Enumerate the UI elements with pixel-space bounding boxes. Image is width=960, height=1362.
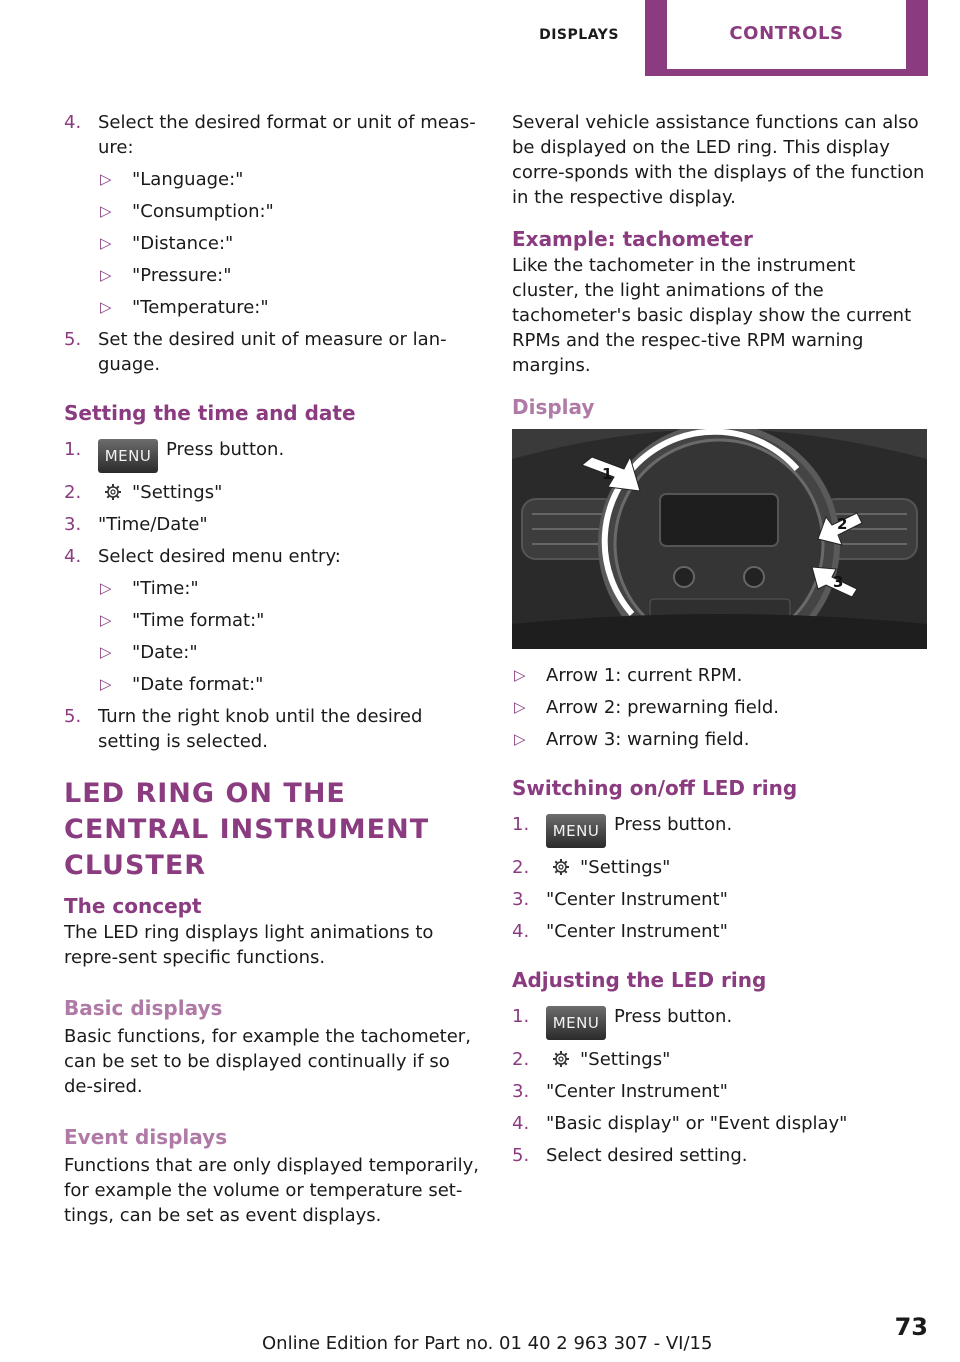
- list-item: [98, 576, 479, 601]
- callout-3: 3: [833, 573, 844, 591]
- instrument-cluster-illustration: [512, 429, 927, 649]
- step-text: Select the desired format or unit of meas‐ure:: [98, 112, 476, 158]
- intro-text: Several vehicle assistance functions can also be displayed on the LED ring. This display corre‐sponds with the displays of the function in the respective display.: [512, 112, 925, 208]
- triangle-right-icon: ▷: [514, 698, 526, 716]
- tab-controls[interactable]: [645, 0, 928, 76]
- list-item: [512, 1047, 927, 1072]
- triangle-right-icon: ▷: [100, 234, 112, 252]
- time-steps: [64, 437, 479, 754]
- gear-icon: [548, 1047, 574, 1072]
- sub-item-text: "Date:": [132, 642, 198, 663]
- sub-item-text: "Consumption:": [132, 201, 274, 222]
- step-number: 1.: [512, 1006, 530, 1027]
- sub-item-text: "Pressure:": [132, 265, 232, 286]
- step-number: 2.: [512, 857, 530, 878]
- tachometer-figure: [512, 429, 927, 649]
- sub-item-text: "Distance:": [132, 233, 234, 254]
- list-item: [98, 167, 479, 192]
- step-number: 4.: [512, 1113, 530, 1134]
- triangle-right-icon: ▷: [100, 266, 112, 284]
- step-text: "Settings": [580, 1049, 671, 1070]
- list-item: [512, 1143, 927, 1168]
- step-number: 5.: [512, 1145, 530, 1166]
- sub-item-text: "Language:": [132, 169, 244, 190]
- list-item: [64, 437, 479, 473]
- list-item: [512, 887, 927, 912]
- section-heading-switch: Switching on/off LED ring: [512, 776, 798, 800]
- legend-text: Arrow 2: prewarning field.: [546, 697, 779, 718]
- list-item: [98, 640, 479, 665]
- step-number: 2.: [64, 482, 82, 503]
- menu-button[interactable]: MENU: [546, 1006, 606, 1040]
- step-number: 3.: [512, 1081, 530, 1102]
- callout-1: 1: [602, 465, 613, 483]
- triangle-right-icon: ▷: [100, 202, 112, 220]
- list-item: [512, 1111, 927, 1136]
- format-steps: [64, 110, 479, 377]
- example-text: Like the tachometer in the instrument cluster, the light animations of the tachometer's basic display show the current RPMs and the respec‐tive RPM warning margins.: [512, 255, 912, 376]
- gear-icon: [100, 480, 126, 505]
- list-item: [98, 295, 479, 320]
- left-column: [64, 110, 479, 1243]
- list-item: [98, 199, 479, 224]
- triangle-right-icon: ▷: [100, 170, 112, 188]
- list-item: [512, 1004, 927, 1040]
- list-item: [98, 608, 479, 633]
- step-text: Press button.: [614, 1006, 733, 1027]
- list-item: [512, 1079, 927, 1104]
- list-item: [98, 672, 479, 697]
- switch-steps: [512, 812, 927, 944]
- display-heading: Display: [512, 395, 595, 419]
- triangle-right-icon: ▷: [514, 730, 526, 748]
- step-number: 5.: [64, 706, 82, 727]
- step-text: "Settings": [580, 857, 671, 878]
- concept-text: The LED ring displays light animations to repre‐sent specific functions.: [64, 922, 434, 968]
- list-item: [64, 327, 479, 377]
- step-text: "Center Instrument": [546, 889, 728, 910]
- sub-item-text: "Temperature:": [132, 297, 269, 318]
- list-item: [512, 695, 927, 720]
- section-heading-adjust: Adjusting the LED ring: [512, 968, 767, 992]
- list-item: [512, 919, 927, 944]
- concept-heading: The concept: [64, 894, 202, 918]
- menu-button[interactable]: MENU: [98, 439, 158, 473]
- step-number: 4.: [64, 112, 82, 133]
- step-text: Turn the right knob until the desired setting is selected.: [98, 706, 423, 752]
- list-item: [64, 110, 479, 320]
- legend-text: Arrow 1: current RPM.: [546, 665, 743, 686]
- header-tabs: [513, 0, 928, 76]
- footer-edition: Online Edition for Part no. 01 40 2 963 307 - VI/15: [262, 1333, 713, 1354]
- menu-button[interactable]: MENU: [546, 814, 606, 848]
- triangle-right-icon: ▷: [100, 298, 112, 316]
- right-column: [512, 110, 927, 1190]
- adjust-steps: [512, 1004, 927, 1168]
- step-text: Press button.: [614, 814, 733, 835]
- list-item: [512, 812, 927, 848]
- callout-2: 2: [837, 515, 848, 533]
- triangle-right-icon: ▷: [100, 643, 112, 661]
- step-text: "Center Instrument": [546, 1081, 728, 1102]
- sub-item-text: "Time:": [132, 578, 199, 599]
- page-number: 73: [894, 1313, 928, 1341]
- list-item: [98, 263, 479, 288]
- step-text: Select desired setting.: [546, 1145, 748, 1166]
- step-text: "Center Instrument": [546, 921, 728, 942]
- triangle-right-icon: ▷: [100, 675, 112, 693]
- step-number: 1.: [64, 439, 82, 460]
- triangle-right-icon: ▷: [100, 579, 112, 597]
- step-number: 1.: [512, 814, 530, 835]
- list-item: [64, 512, 479, 537]
- triangle-right-icon: ▷: [514, 666, 526, 684]
- step-number: 4.: [512, 921, 530, 942]
- legend-text: Arrow 3: warning field.: [546, 729, 750, 750]
- triangle-right-icon: ▷: [100, 611, 112, 629]
- list-item: [64, 704, 479, 754]
- list-item: [64, 480, 479, 505]
- chapter-heading: LED RING ON THE CENTRAL INSTRUMENT CLUSTER: [64, 778, 430, 881]
- list-item: [512, 855, 927, 880]
- step-text: "Basic display" or "Event display": [546, 1113, 848, 1134]
- tab-displays[interactable]: DISPLAYS: [539, 27, 619, 43]
- event-displays-heading: Event displays: [64, 1125, 228, 1149]
- gear-icon: [548, 855, 574, 880]
- sub-item-text: "Date format:": [132, 674, 264, 695]
- list-item: [512, 727, 927, 752]
- list-item: [98, 231, 479, 256]
- step-number: 3.: [512, 889, 530, 910]
- basic-displays-text: Basic functions, for example the tachometer, can be set to be displayed continually if so de‐sired.: [64, 1026, 471, 1097]
- step-text: "Time/Date": [98, 514, 208, 535]
- step-number: 5.: [64, 329, 82, 350]
- sub-list: [98, 167, 479, 320]
- step-number: 4.: [64, 546, 82, 567]
- section-heading-time: Setting the time and date: [64, 401, 356, 425]
- sub-list: [98, 576, 479, 697]
- list-item: [64, 544, 479, 697]
- list-item: [512, 663, 927, 688]
- step-text: Select desired menu entry:: [98, 546, 341, 567]
- step-number: 3.: [64, 514, 82, 535]
- step-text: Set the desired unit of measure or lan‐guage.: [98, 329, 447, 375]
- basic-displays-heading: Basic displays: [64, 996, 223, 1020]
- sub-item-text: "Time format:": [132, 610, 265, 631]
- example-heading: Example: tachometer: [512, 227, 753, 251]
- event-displays-text: Functions that are only displayed temporarily, for example the volume or temperature set‐tings, can be set as event displays.: [64, 1155, 480, 1226]
- step-text: "Settings": [132, 482, 223, 503]
- step-text: Press button.: [166, 439, 285, 460]
- arrow-legend: [512, 663, 927, 752]
- tab-controls-label: CONTROLS: [667, 0, 906, 69]
- step-number: 2.: [512, 1049, 530, 1070]
